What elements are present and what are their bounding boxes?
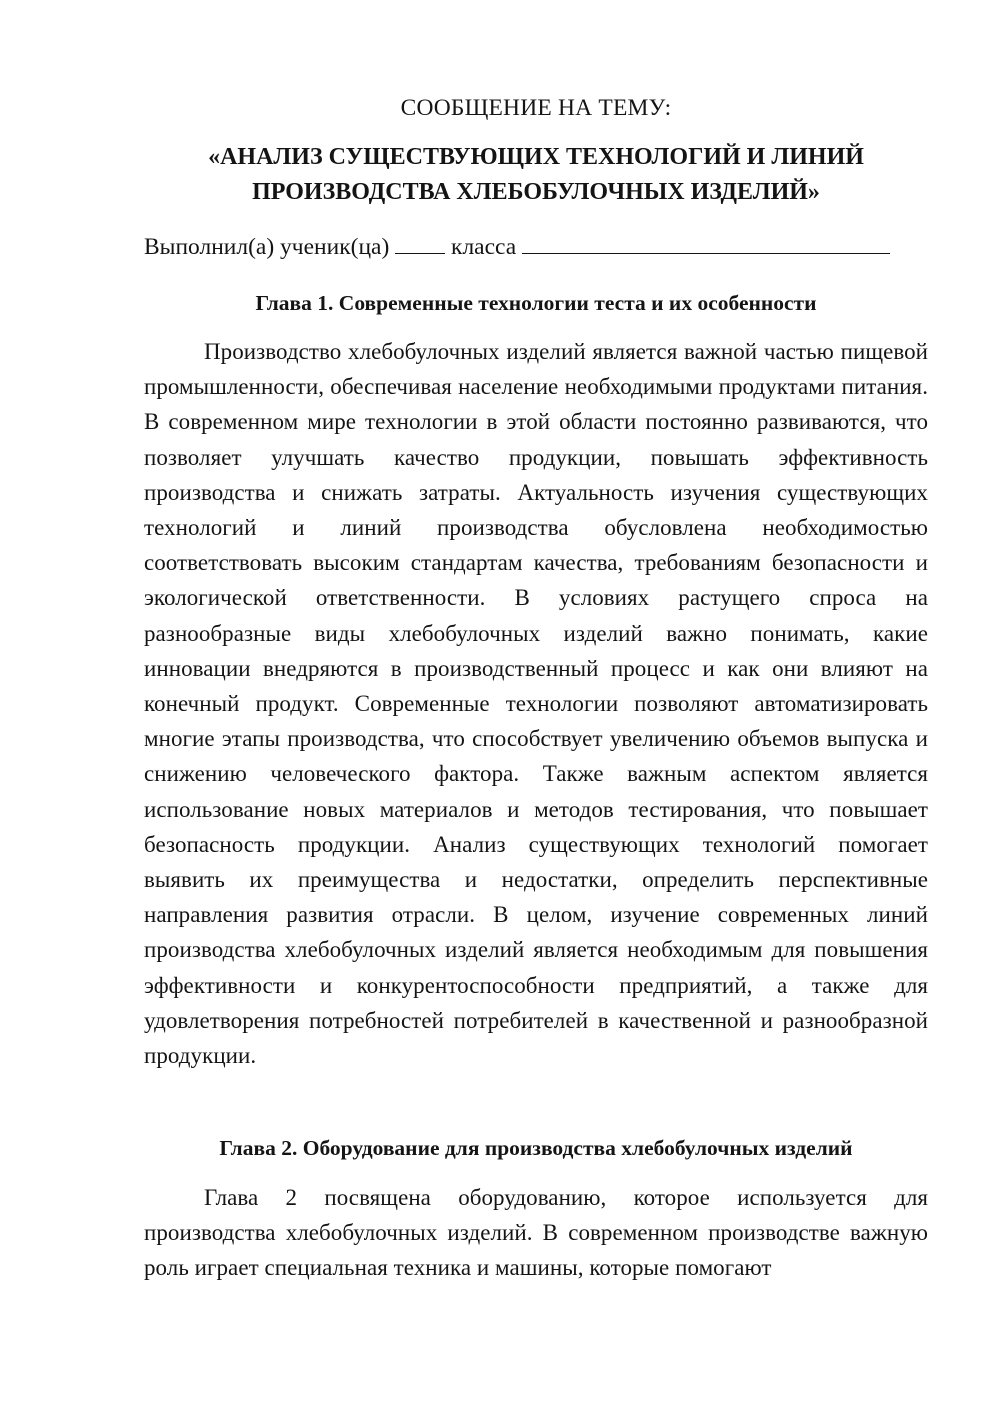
document-header: СООБЩЕНИЕ НА ТЕМУ: xyxy=(400,95,672,121)
chapter-1-paragraph: Производство хлебобулочных изделий является важной частью пищевой промышленности, обеспечивая население необходимыми продуктами питания. В современном мире технологии в этой области постоянно развиваются, что позволяет улучшать качество продукции, повышать эффективность производства и снижать затраты. Актуальность изучения существующих технологий и линий производства обусловлена необходимостью соответствовать высоким стандартам качества, требованиям безопасности и экологической ответственности. В условиях растущего спроса на разнообразные виды хлебобулочных изделий важно понимать, какие инновации внедряются в производственный процесс и как они влияют на конечный продукт. Современные технологии позволяют автоматизировать многие этапы производства, что способствует увеличению объемов выпуска и снижению человеческого фактора. Также важным аспектом является использование новых материалов и методов тестирования, что повышает безопасность продукции. Анализ существующих технологий помогает выявить их преимущества и недостатки, определить перспективные направления развития отрасли. В целом, изучение современных линий производства хлебобулочных изделий является необходимым для повышения эффективности и конкурентоспособности предприятий, а также для удовлетворения потребностей потребителей в качественной и разнообразной продукции. xyxy=(144,339,928,1069)
author-line xyxy=(144,231,928,263)
name-blank xyxy=(522,231,890,254)
author-label: Выполнил(а) ученик(ца) xyxy=(144,234,390,260)
chapter-1-heading: Глава 1. Современные технологии теста и их особенности xyxy=(255,291,817,315)
chapter-2-heading: Глава 2. Оборудование для производства хлебобулочных изделий xyxy=(219,1136,853,1160)
class-label: класса xyxy=(451,234,517,260)
chapter-2-paragraph: Глава 2 посвящена оборудованию, которое используется для производства хлебобулочных изделий. В современном производстве важную роль играет специальная техника и машины, которые помогают xyxy=(144,1185,928,1281)
document-title: «АНАЛИЗ СУЩЕСТВУЮЩИХ ТЕХНОЛОГИЙ И ЛИНИЙ ПРОИЗВОДСТВА ХЛЕБОБУЛОЧНЫХ ИЗДЕЛИЙ» xyxy=(208,144,864,205)
grade-blank xyxy=(395,231,445,254)
